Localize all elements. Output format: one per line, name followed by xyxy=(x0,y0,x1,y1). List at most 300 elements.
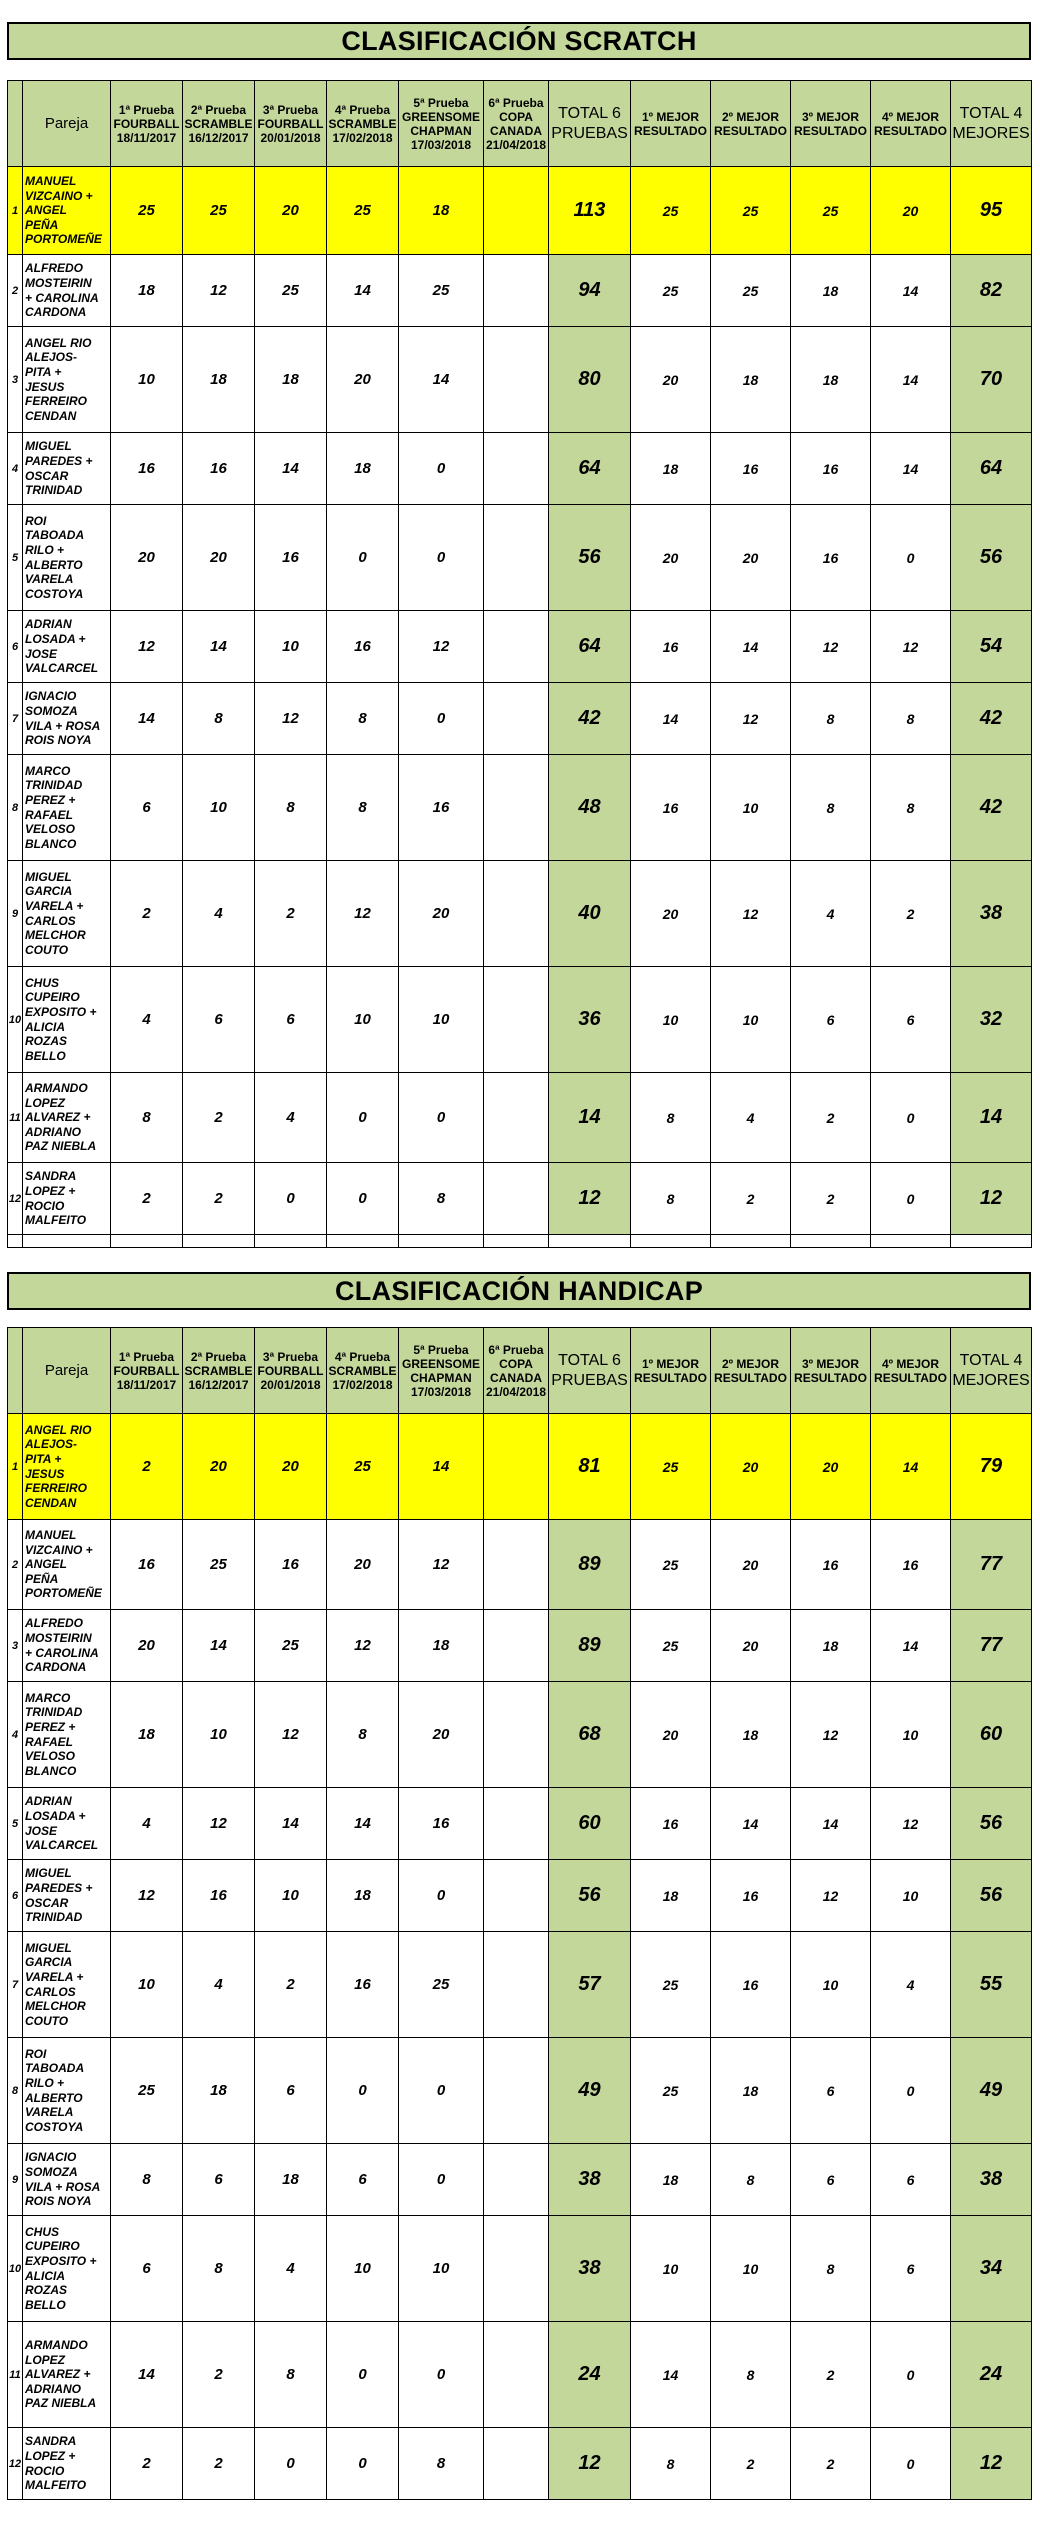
prueba-6-cell xyxy=(484,683,549,755)
pair-name-cell-line: RILO + xyxy=(25,2075,65,2090)
scratch-title: CLASIFICACIÓN SCRATCH xyxy=(7,22,1031,60)
prueba-4-cell: 18 xyxy=(327,433,399,505)
prueba-5-cell: 18 xyxy=(399,1610,484,1682)
mejor-1-cell: 25 xyxy=(631,167,711,255)
prueba-5-cell: 0 xyxy=(399,433,484,505)
mejor-4-cell: 6 xyxy=(871,967,951,1073)
total-6-cell: 12 xyxy=(549,2428,631,2500)
pair-name-cell-line: VILA + ROSA xyxy=(25,718,101,733)
header-p4 xyxy=(327,1328,399,1414)
pair-name-cell-line: ANGEL RIO xyxy=(25,335,92,350)
mejor-1-cell: 18 xyxy=(631,433,711,505)
position-cell: 5 xyxy=(8,1788,23,1860)
prueba-4-cell: 10 xyxy=(327,2216,399,2322)
prueba-3-cell: 12 xyxy=(255,1682,327,1788)
pair-name-cell xyxy=(23,1520,111,1610)
mejor-3-cell: 16 xyxy=(791,1520,871,1610)
pair-name-cell-line: MOSTEIRIN xyxy=(25,1630,92,1645)
header-m1-line: 1º MEJOR xyxy=(641,109,700,124)
pair-name-cell-line: ROI xyxy=(25,2046,47,2061)
prueba-2-cell: 10 xyxy=(183,755,255,861)
pair-name-cell xyxy=(23,433,111,505)
pair-name-cell-line: MIGUEL xyxy=(25,1940,72,1955)
position-cell: 4 xyxy=(8,1682,23,1788)
header-p4-line: 17/02/2018 xyxy=(332,1377,393,1392)
total-4-cell: 56 xyxy=(951,505,1032,611)
pair-name-cell xyxy=(23,2216,111,2322)
pair-name-cell-line: PAZ NIEBLA xyxy=(25,1139,97,1154)
mejor-3-cell: 8 xyxy=(791,755,871,861)
pair-name-cell-line: PORTOMEÑE xyxy=(25,232,102,247)
mejor-4-cell: 0 xyxy=(871,2428,951,2500)
mejor-3-cell: 12 xyxy=(791,611,871,683)
empty-cell xyxy=(871,1235,951,1248)
header-p3-line: 3ª Prueba xyxy=(262,1349,319,1364)
prueba-4-cell: 0 xyxy=(327,2428,399,2500)
prueba-2-cell: 8 xyxy=(183,683,255,755)
prueba-5-cell: 0 xyxy=(399,2038,484,2144)
pair-name-cell-line: BLANCO xyxy=(25,1763,77,1778)
header-m4-line: RESULTADO xyxy=(874,1370,947,1385)
prueba-5-cell: 0 xyxy=(399,683,484,755)
header-p1-line: 1ª Prueba xyxy=(118,102,175,117)
header-m1-line: RESULTADO xyxy=(634,123,707,138)
pair-name-cell-line: ADRIANO xyxy=(25,2381,81,2396)
mejor-1-cell: 20 xyxy=(631,327,711,433)
mejor-1-cell: 18 xyxy=(631,2144,711,2216)
prueba-2-cell: 2 xyxy=(183,1163,255,1235)
prueba-5-cell: 20 xyxy=(399,1682,484,1788)
pair-name-cell-line: PEÑA xyxy=(25,217,59,232)
prueba-1-cell: 12 xyxy=(111,611,183,683)
pair-name-cell xyxy=(23,2428,111,2500)
pair-name-cell-line: LOPEZ xyxy=(25,1095,66,1110)
mejor-1-cell: 20 xyxy=(631,505,711,611)
position-cell: 1 xyxy=(8,167,23,255)
prueba-5-cell: 25 xyxy=(399,255,484,327)
total-6-cell: 89 xyxy=(549,1520,631,1610)
mejor-1-cell: 18 xyxy=(631,1860,711,1932)
prueba-2-cell: 20 xyxy=(183,1414,255,1520)
prueba-2-cell: 2 xyxy=(183,1073,255,1163)
pair-name-cell-line: VARELA + xyxy=(25,1969,84,1984)
table-row xyxy=(8,1610,1032,1682)
header-p3-line: 3ª Prueba xyxy=(262,102,319,117)
total-4-cell: 55 xyxy=(951,1932,1032,2038)
pair-name-cell xyxy=(23,1932,111,2038)
pair-name-cell-line: ROIS NOYA xyxy=(25,733,92,748)
header-total4-line: TOTAL 4 xyxy=(959,1351,1023,1369)
position-cell: 7 xyxy=(8,683,23,755)
spacer-row xyxy=(8,1235,1032,1248)
mejor-3-cell: 18 xyxy=(791,1610,871,1682)
header-p1-line: FOURBALL xyxy=(113,1363,180,1378)
mejor-2-cell: 8 xyxy=(711,2144,791,2216)
prueba-2-cell: 25 xyxy=(183,1520,255,1610)
prueba-2-cell: 10 xyxy=(183,1682,255,1788)
pair-name-cell-line: VIZCAINO + xyxy=(25,1542,93,1557)
pair-name-cell-line: RILO + xyxy=(25,542,65,557)
prueba-6-cell xyxy=(484,2428,549,2500)
mejor-4-cell: 14 xyxy=(871,255,951,327)
table-row xyxy=(8,327,1032,433)
pair-name-cell-line: ANGEL xyxy=(25,1557,67,1572)
total-6-cell: 80 xyxy=(549,327,631,433)
header-total6-line: TOTAL 6 xyxy=(558,1351,621,1369)
position-cell: 3 xyxy=(8,327,23,433)
mejor-1-cell: 25 xyxy=(631,1414,711,1520)
empty-cell xyxy=(549,1235,631,1248)
pair-name-cell-line: MALFEITO xyxy=(25,2478,87,2493)
header-pareja: Pareja xyxy=(23,1328,111,1414)
mejor-2-cell: 25 xyxy=(711,167,791,255)
handicap-table xyxy=(7,1327,1032,2500)
total-6-cell: 38 xyxy=(549,2216,631,2322)
pair-name-cell-line: VARELA + xyxy=(25,898,84,913)
total-4-cell: 24 xyxy=(951,2322,1032,2428)
pair-name-cell-line: ADRIANO xyxy=(25,1124,81,1139)
pair-name-cell-line: COSTOYA xyxy=(25,586,84,601)
total-6-cell: 57 xyxy=(549,1932,631,2038)
total-6-cell: 14 xyxy=(549,1073,631,1163)
pair-name-cell-line: + CAROLINA xyxy=(25,1645,99,1660)
header-p4-line: 4ª Prueba xyxy=(334,1349,391,1364)
mejor-3-cell: 8 xyxy=(791,2216,871,2322)
total-6-cell: 89 xyxy=(549,1610,631,1682)
pair-name-cell-line: SOMOZA xyxy=(25,703,78,718)
header-p4-line: SCRAMBLE xyxy=(328,1363,397,1378)
prueba-6-cell xyxy=(484,2144,549,2216)
pair-name-cell xyxy=(23,683,111,755)
prueba-4-cell: 8 xyxy=(327,755,399,861)
pair-name-cell-line: GARCIA xyxy=(25,884,73,899)
prueba-5-cell: 10 xyxy=(399,967,484,1073)
prueba-5-cell: 0 xyxy=(399,1073,484,1163)
pair-name-cell-line: LOPEZ xyxy=(25,2352,66,2367)
prueba-6-cell xyxy=(484,1860,549,1932)
total-4-cell: 34 xyxy=(951,2216,1032,2322)
header-m3 xyxy=(791,81,871,167)
pair-name-cell-line: RAFAEL xyxy=(25,807,73,822)
prueba-2-cell: 12 xyxy=(183,1788,255,1860)
prueba-2-cell: 18 xyxy=(183,327,255,433)
mejor-3-cell: 12 xyxy=(791,1682,871,1788)
pair-name-cell-line: JOSE xyxy=(25,646,58,661)
total-4-cell: 32 xyxy=(951,967,1032,1073)
prueba-2-cell: 16 xyxy=(183,433,255,505)
mejor-3-cell: 6 xyxy=(791,2144,871,2216)
prueba-6-cell xyxy=(484,1788,549,1860)
mejor-4-cell: 8 xyxy=(871,755,951,861)
header-m2-line: RESULTADO xyxy=(714,1370,787,1385)
pair-name-cell-line: IGNACIO xyxy=(25,689,77,704)
header-total4-line: MEJORES xyxy=(952,1371,1030,1389)
pair-name-cell-line: ROI xyxy=(25,513,47,528)
mejor-2-cell: 16 xyxy=(711,433,791,505)
prueba-5-cell: 18 xyxy=(399,167,484,255)
prueba-4-cell: 0 xyxy=(327,505,399,611)
pair-name-cell-line: SANDRA xyxy=(25,2434,77,2449)
pair-name-cell xyxy=(23,255,111,327)
total-6-cell: 113 xyxy=(549,167,631,255)
prueba-4-cell: 25 xyxy=(327,167,399,255)
prueba-5-cell: 16 xyxy=(399,1788,484,1860)
pair-name-cell xyxy=(23,2144,111,2216)
pair-name-cell-line: COSTOYA xyxy=(25,2119,84,2134)
pair-name-cell-line: CENDAN xyxy=(25,408,77,423)
empty-cell xyxy=(327,1235,399,1248)
mejor-2-cell: 20 xyxy=(711,1414,791,1520)
total-6-cell: 81 xyxy=(549,1414,631,1520)
pair-name-cell-line: ALFREDO xyxy=(25,1616,83,1631)
header-p3-line: 20/01/2018 xyxy=(260,1377,321,1392)
mejor-3-cell: 16 xyxy=(791,433,871,505)
total-4-cell: 95 xyxy=(951,167,1032,255)
pair-name-cell-line: JOSE xyxy=(25,1823,58,1838)
table-row xyxy=(8,611,1032,683)
header-p3 xyxy=(255,1328,327,1414)
header-m1 xyxy=(631,81,711,167)
header-p1-line: 18/11/2017 xyxy=(116,130,177,145)
empty-cell xyxy=(23,1235,111,1248)
pair-name-cell-line: ALBERTO xyxy=(25,557,83,572)
header-p6-line: COPA xyxy=(499,1356,533,1371)
pair-name-cell-line: MIGUEL xyxy=(25,1866,72,1881)
table-row xyxy=(8,167,1032,255)
header-total6-line: PRUEBAS xyxy=(551,124,628,142)
pair-name-cell-line: PAREDES + xyxy=(25,453,93,468)
header-m4 xyxy=(871,81,951,167)
table-row xyxy=(8,1073,1032,1163)
header-p1-line: FOURBALL xyxy=(113,116,180,131)
total-4-cell: 38 xyxy=(951,2144,1032,2216)
header-m4-line: 4º MEJOR xyxy=(881,109,940,124)
prueba-3-cell: 20 xyxy=(255,1414,327,1520)
header-m1-line: 1º MEJOR xyxy=(641,1356,700,1371)
prueba-2-cell: 2 xyxy=(183,2428,255,2500)
pair-name-cell-line: FERREIRO xyxy=(25,1481,88,1496)
header-p2-line: 16/12/2017 xyxy=(188,130,249,145)
mejor-2-cell: 10 xyxy=(711,967,791,1073)
prueba-6-cell xyxy=(484,2322,549,2428)
prueba-3-cell: 18 xyxy=(255,2144,327,2216)
pair-name-cell-line: CARLOS xyxy=(25,1984,76,1999)
pair-name-cell-line: PORTOMEÑE xyxy=(25,1586,102,1601)
header-p6-line: CANADA xyxy=(490,1370,542,1385)
pair-name-cell xyxy=(23,755,111,861)
pair-name-cell-line: MALFEITO xyxy=(25,1213,87,1228)
prueba-3-cell: 6 xyxy=(255,2038,327,2144)
header-m3-line: RESULTADO xyxy=(794,123,867,138)
prueba-6-cell xyxy=(484,967,549,1073)
header-p6-line: 21/04/2018 xyxy=(485,1384,547,1399)
mejor-1-cell: 10 xyxy=(631,2216,711,2322)
pair-name-cell-line: ALEJOS- xyxy=(25,1437,78,1452)
position-cell: 12 xyxy=(8,2428,23,2500)
mejor-2-cell: 8 xyxy=(711,2322,791,2428)
mejor-3-cell: 2 xyxy=(791,2322,871,2428)
mejor-4-cell: 14 xyxy=(871,433,951,505)
prueba-3-cell: 2 xyxy=(255,861,327,967)
table-row xyxy=(8,433,1032,505)
pair-name-cell-line: JESUS xyxy=(25,1466,65,1481)
pair-name-cell-line: ROZAS xyxy=(25,1034,67,1049)
mejor-2-cell: 4 xyxy=(711,1073,791,1163)
pair-name-cell-line: TRINIDAD xyxy=(25,1910,83,1925)
pair-name-cell xyxy=(23,861,111,967)
prueba-1-cell: 4 xyxy=(111,1788,183,1860)
pair-name-cell xyxy=(23,1163,111,1235)
mejor-4-cell: 12 xyxy=(871,1788,951,1860)
pair-name-cell-line: ROIS NOYA xyxy=(25,2194,92,2209)
prueba-6-cell xyxy=(484,2038,549,2144)
pair-name-cell-line: VALCARCEL xyxy=(25,1838,99,1853)
header-p1 xyxy=(111,1328,183,1414)
pair-name-cell-line: TABOADA xyxy=(25,2061,85,2076)
pair-name-cell-line: MIGUEL xyxy=(25,869,72,884)
prueba-5-cell: 14 xyxy=(399,1414,484,1520)
position-cell: 4 xyxy=(8,433,23,505)
mejor-4-cell: 4 xyxy=(871,1932,951,2038)
mejor-2-cell: 16 xyxy=(711,1932,791,2038)
header-p5-line: GREENSOME xyxy=(401,109,480,124)
pair-name-cell-line: ROZAS xyxy=(25,2283,67,2298)
pair-name-cell xyxy=(23,967,111,1073)
header-m2 xyxy=(711,1328,791,1414)
pair-name-cell-line: LOSADA + xyxy=(25,631,86,646)
total-6-cell: 12 xyxy=(549,1163,631,1235)
total-4-cell: 64 xyxy=(951,433,1032,505)
mejor-3-cell: 10 xyxy=(791,1932,871,2038)
mejor-1-cell: 25 xyxy=(631,255,711,327)
pair-name-cell-line: CARDONA xyxy=(25,1660,87,1675)
prueba-2-cell: 14 xyxy=(183,611,255,683)
pair-name-cell xyxy=(23,611,111,683)
pair-name-cell-line: CUPEIRO xyxy=(25,990,80,1005)
handicap-title: CLASIFICACIÓN HANDICAP xyxy=(7,1272,1031,1310)
header-m2-line: 2º MEJOR xyxy=(721,109,780,124)
prueba-6-cell xyxy=(484,1610,549,1682)
pair-name-cell-line: EXPOSITO + xyxy=(25,2253,97,2268)
prueba-2-cell: 18 xyxy=(183,2038,255,2144)
table-row xyxy=(8,683,1032,755)
mejor-3-cell: 20 xyxy=(791,1414,871,1520)
prueba-6-cell xyxy=(484,167,549,255)
pair-name-cell-line: + CAROLINA xyxy=(25,290,99,305)
mejor-4-cell: 0 xyxy=(871,1073,951,1163)
mejor-1-cell: 16 xyxy=(631,755,711,861)
prueba-1-cell: 18 xyxy=(111,255,183,327)
pair-name-cell-line: MARCO xyxy=(25,763,71,778)
position-cell: 10 xyxy=(8,967,23,1073)
prueba-1-cell: 12 xyxy=(111,1860,183,1932)
prueba-6-cell xyxy=(484,1932,549,2038)
prueba-5-cell: 0 xyxy=(399,1860,484,1932)
pair-name-cell-line: VILA + ROSA xyxy=(25,2179,101,2194)
pair-name-cell xyxy=(23,1414,111,1520)
empty-cell xyxy=(111,1235,183,1248)
prueba-1-cell: 14 xyxy=(111,683,183,755)
prueba-3-cell: 25 xyxy=(255,1610,327,1682)
prueba-1-cell: 20 xyxy=(111,505,183,611)
prueba-6-cell xyxy=(484,611,549,683)
prueba-6-cell xyxy=(484,255,549,327)
mejor-3-cell: 2 xyxy=(791,2428,871,2500)
prueba-6-cell xyxy=(484,433,549,505)
header-total6 xyxy=(549,1328,631,1414)
header-total6-line: PRUEBAS xyxy=(551,1371,628,1389)
mejor-4-cell: 20 xyxy=(871,167,951,255)
pair-name-cell-line: VELOSO xyxy=(25,822,76,837)
prueba-4-cell: 12 xyxy=(327,1610,399,1682)
header-p2 xyxy=(183,1328,255,1414)
prueba-3-cell: 14 xyxy=(255,433,327,505)
pair-name-cell-line: ALVAREZ + xyxy=(25,1110,91,1125)
mejor-3-cell: 6 xyxy=(791,2038,871,2144)
mejor-1-cell: 14 xyxy=(631,683,711,755)
mejor-4-cell: 6 xyxy=(871,2216,951,2322)
pair-name-cell xyxy=(23,1610,111,1682)
mejor-1-cell: 20 xyxy=(631,1682,711,1788)
prueba-2-cell: 8 xyxy=(183,2216,255,2322)
header-pareja: Pareja xyxy=(23,81,111,167)
mejor-3-cell: 18 xyxy=(791,327,871,433)
pair-name-cell-line: CARLOS xyxy=(25,913,76,928)
header-p4-line: 4ª Prueba xyxy=(334,102,391,117)
prueba-4-cell: 0 xyxy=(327,2322,399,2428)
pair-name-cell-line: RAFAEL xyxy=(25,1734,73,1749)
pair-name-cell-line: ARMANDO xyxy=(25,2338,88,2353)
prueba-3-cell: 4 xyxy=(255,1073,327,1163)
pair-name-cell-line: VARELA xyxy=(25,2105,74,2120)
table-row xyxy=(8,1860,1032,1932)
prueba-6-cell xyxy=(484,1414,549,1520)
table-row xyxy=(8,2216,1032,2322)
header-p5-line: CHAPMAN xyxy=(410,123,472,138)
pair-name-cell-line: CARDONA xyxy=(25,305,87,320)
empty-cell xyxy=(484,1235,549,1248)
prueba-1-cell: 18 xyxy=(111,1682,183,1788)
prueba-2-cell: 6 xyxy=(183,967,255,1073)
mejor-2-cell: 2 xyxy=(711,2428,791,2500)
header-p4-line: 17/02/2018 xyxy=(332,130,393,145)
header-row xyxy=(8,81,1032,167)
pair-name-cell-line: OSCAR xyxy=(25,468,69,483)
prueba-2-cell: 25 xyxy=(183,167,255,255)
pair-name-cell-line: CUPEIRO xyxy=(25,2239,80,2254)
mejor-2-cell: 25 xyxy=(711,255,791,327)
prueba-2-cell: 20 xyxy=(183,505,255,611)
header-p2-line: 2ª Prueba xyxy=(190,102,247,117)
position-cell: 6 xyxy=(8,1860,23,1932)
position-cell: 3 xyxy=(8,1610,23,1682)
pair-name-cell xyxy=(23,1860,111,1932)
prueba-2-cell: 4 xyxy=(183,1932,255,2038)
mejor-1-cell: 16 xyxy=(631,611,711,683)
pair-name-cell-line: MARCO xyxy=(25,1690,71,1705)
total-6-cell: 36 xyxy=(549,967,631,1073)
prueba-4-cell: 16 xyxy=(327,1932,399,2038)
header-m4-line: 4º MEJOR xyxy=(881,1356,940,1371)
position-cell: 9 xyxy=(8,861,23,967)
total-4-cell: 56 xyxy=(951,1788,1032,1860)
total-4-cell: 56 xyxy=(951,1860,1032,1932)
pair-name-cell-line: VALCARCEL xyxy=(25,661,99,676)
table-row xyxy=(8,2322,1032,2428)
total-4-cell: 54 xyxy=(951,611,1032,683)
position-cell: 7 xyxy=(8,1932,23,2038)
prueba-4-cell: 20 xyxy=(327,1520,399,1610)
